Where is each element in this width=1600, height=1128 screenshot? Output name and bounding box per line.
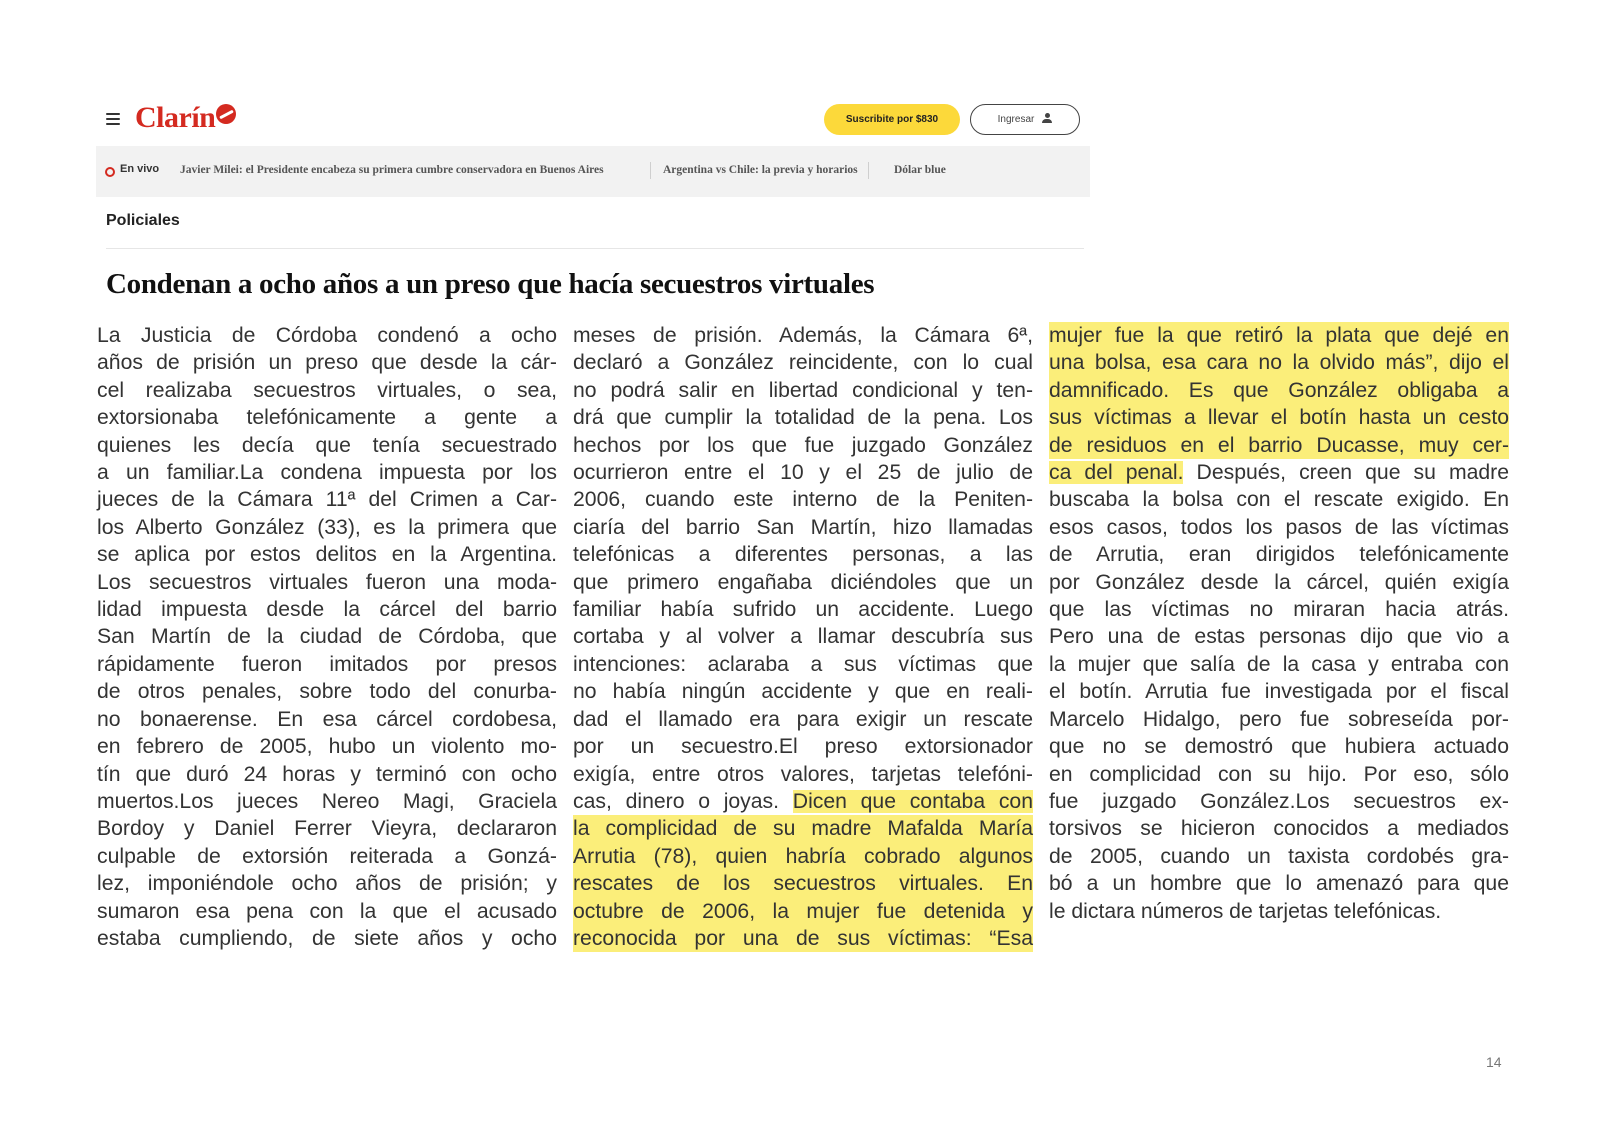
live-dot-icon xyxy=(105,167,115,177)
section-divider xyxy=(106,248,1084,249)
text-line: tín que duró 24 horas y terminó con ocho xyxy=(97,762,557,786)
text-line: Marcelo Hidalgo, pero fue sobreseída por- xyxy=(1049,707,1509,731)
live-label: En vivo xyxy=(120,163,160,175)
text-line: telefónicas a diferentes personas, a las xyxy=(573,543,1033,567)
text-line: Bordoy y Daniel Ferrer Vieyra, declararon xyxy=(97,817,557,841)
site-header xyxy=(96,100,1086,140)
text-line: de 2005, cuando un taxista cordobés gra- xyxy=(1049,844,1509,868)
text-line: le dictara números de tarjetas telefónicas. xyxy=(1049,899,1442,923)
highlighted-segment: ca del penal. xyxy=(1049,461,1184,485)
text-line: en complicidad con su hijo. Por eso, sólo xyxy=(1049,762,1509,786)
text-line: que primero engañaba diciéndoles que un xyxy=(573,570,1033,594)
ticker-link-milei[interactable]: Javier Milei: el Presidente encabeza su primera cumbre conservadora en Buenos Aires xyxy=(180,164,604,176)
text-line: sumaron esa pena con la que el acusado xyxy=(97,899,557,923)
page-number: 14 xyxy=(1486,1054,1502,1070)
text-line: no podrá salir en libertad condicional y ten- xyxy=(573,378,1033,402)
text-line: quienes les decía que tenía secuestrado xyxy=(97,433,557,457)
text-line: cortaba y al volver a llamar descubría sus xyxy=(573,625,1033,649)
text-line-partial-highlight xyxy=(573,788,1033,815)
text-line: ocurrieron entre el 10 y el 25 de julio de xyxy=(573,461,1033,485)
text-line: en febrero de 2005, hubo un violento mo- xyxy=(97,735,557,759)
text-line: por un secuestro.El preso extorsionador xyxy=(573,735,1033,759)
text-line: se aplica por estos delitos en la Argentina. xyxy=(97,543,557,567)
article-column-2 xyxy=(573,322,1033,952)
ticker-link-dolar-blue[interactable]: Dólar blue xyxy=(894,164,946,176)
highlighted-text-line: una bolsa, esa cara no la olvido más”, dijo el xyxy=(1049,349,1509,376)
highlighted-text-line: reconocida por una de sus víctimas: “Esa xyxy=(573,925,1033,952)
highlighted-text-line: damnificado. Es que González obligaba a xyxy=(1049,377,1509,404)
ticker-divider xyxy=(868,162,869,179)
text-line: Los secuestros virtuales fueron una moda- xyxy=(97,570,557,594)
text-line: la mujer que salía de la casa y entraba con xyxy=(1049,652,1509,676)
user-icon xyxy=(1042,113,1052,123)
text-line: extorsionaba telefónicamente a gente a xyxy=(97,406,557,430)
text-line: lidad impuesta desde la cárcel del barrio xyxy=(97,598,557,622)
logo-mark-icon xyxy=(216,104,236,124)
text-line: rápidamente fueron imitados por presos xyxy=(97,652,557,676)
text-line: que no se demostró que hubiera actuado xyxy=(1049,735,1509,759)
highlighted-text-line: sus víctimas a llevar el botín hasta un cesto xyxy=(1049,404,1509,431)
text-line: Pero una de estas personas dijo que vio a xyxy=(1049,625,1509,649)
text-line: familiar había sufrido un accidente. Luego xyxy=(573,598,1033,622)
ticker-divider xyxy=(650,162,651,179)
text-line: fue juzgado González.Los secuestros ex- xyxy=(1049,789,1509,813)
highlighted-text-line: octubre de 2006, la mujer fue detenida y xyxy=(573,898,1033,925)
text-line: culpable de extorsión reiterada a Gonzá- xyxy=(97,844,557,868)
text-line: muertos.Los jueces Nereo Magi, Graciela xyxy=(97,789,557,813)
text-line: esos casos, todos los pasos de las víctimas xyxy=(1049,515,1509,539)
ticker-link-argentina-chile[interactable]: Argentina vs Chile: la previa y horarios xyxy=(663,164,858,176)
text-line: hechos por los que fue juzgado González xyxy=(573,433,1033,457)
highlighted-text-line: de residuos en el barrio Ducasse, muy cer- xyxy=(1049,432,1509,459)
text-line: meses de prisión. Además, la Cámara 6ª, xyxy=(573,324,1033,347)
text-line: San Martín de la ciudad de Córdoba, que xyxy=(97,625,557,649)
plain-segment: Después, creen que su madre xyxy=(1183,461,1510,485)
plain-segment: cas, dinero o joyas. xyxy=(573,789,793,813)
highlighted-text-line: Arrutia (78), quien habría cobrado algunos xyxy=(573,843,1033,870)
text-line: de Arrutia, eran dirigidos telefónicamente xyxy=(1049,543,1509,567)
text-line: torsivos se hicieron conocidos a mediados xyxy=(1049,817,1509,841)
text-line: que las víctimas no miraran hacia atrás. xyxy=(1049,598,1509,622)
text-line: declaró a González reincidente, con lo cual xyxy=(573,351,1033,375)
highlighted-text-line: rescates de los secuestros virtuales. En xyxy=(573,870,1033,897)
logo-text: Clarín xyxy=(135,101,216,134)
highlighted-text-line: mujer fue la que retiró la plata que dejé en xyxy=(1049,322,1509,349)
text-line: exigía, entre otros valores, tarjetas telefóni- xyxy=(573,762,1033,786)
article-column-1 xyxy=(97,322,557,952)
text-line: estaba cumpliendo, de siete años y ocho xyxy=(97,926,557,950)
text-line: dad el llamado era para exigir un rescate xyxy=(573,707,1033,731)
subscribe-button[interactable]: Suscribite por $830 xyxy=(824,104,960,135)
text-line: los Alberto González (33), es la primera que xyxy=(97,515,557,539)
text-line: bó a un hombre que lo amenazó para que xyxy=(1049,872,1509,896)
text-line: no bonaerense. En esa cárcel cordobesa, xyxy=(97,707,557,731)
text-line: de otros penales, sobre todo del conurba- xyxy=(97,680,557,704)
news-ticker-bar xyxy=(96,146,1090,197)
article-headline: Condenan a ocho años a un preso que hacía secuestros virtuales xyxy=(106,268,875,300)
hamburger-menu-icon[interactable] xyxy=(106,113,120,125)
text-line: 2006, cuando este interno de la Peniten- xyxy=(573,488,1033,512)
text-line: no había ningún accidente y que en reali- xyxy=(573,680,1033,704)
text-line: el botín. Arrutia fue investigada por el fiscal xyxy=(1049,680,1509,704)
highlighted-text-line: la complicidad de su madre Mafalda María xyxy=(573,815,1033,842)
text-line-partial-highlight xyxy=(1049,459,1509,486)
text-line: por González desde la cárcel, quién exigía xyxy=(1049,570,1509,594)
login-button[interactable] xyxy=(970,104,1080,135)
highlighted-segment: Dicen que contaba con xyxy=(792,789,1033,813)
text-line: intenciones: aclaraba a sus víctimas que xyxy=(573,652,1033,676)
text-line: ciaría del barrio San Martín, hizo llamadas xyxy=(573,515,1033,539)
text-line: a un familiar.La condena impuesta por los xyxy=(97,461,557,485)
text-line: años de prisión un preso que desde la cár- xyxy=(97,351,557,375)
text-line: buscaba la bolsa con el rescate exigido. En xyxy=(1049,488,1509,512)
login-label: Ingresar xyxy=(997,114,1035,125)
article-column-3 xyxy=(1049,322,1509,925)
text-line: cel realizaba secuestros virtuales, o sea, xyxy=(97,378,557,402)
text-line: lez, imponiéndole ocho años de prisión; y xyxy=(97,872,557,896)
text-line: La Justicia de Córdoba condenó a ocho xyxy=(97,324,557,347)
text-line: jueces de la Cámara 11ª del Crimen a Car- xyxy=(97,488,557,512)
text-line: drá que cumplir la totalidad de la pena. Los xyxy=(573,406,1033,430)
section-label[interactable]: Policiales xyxy=(106,212,180,229)
clarin-logo[interactable] xyxy=(135,101,236,135)
